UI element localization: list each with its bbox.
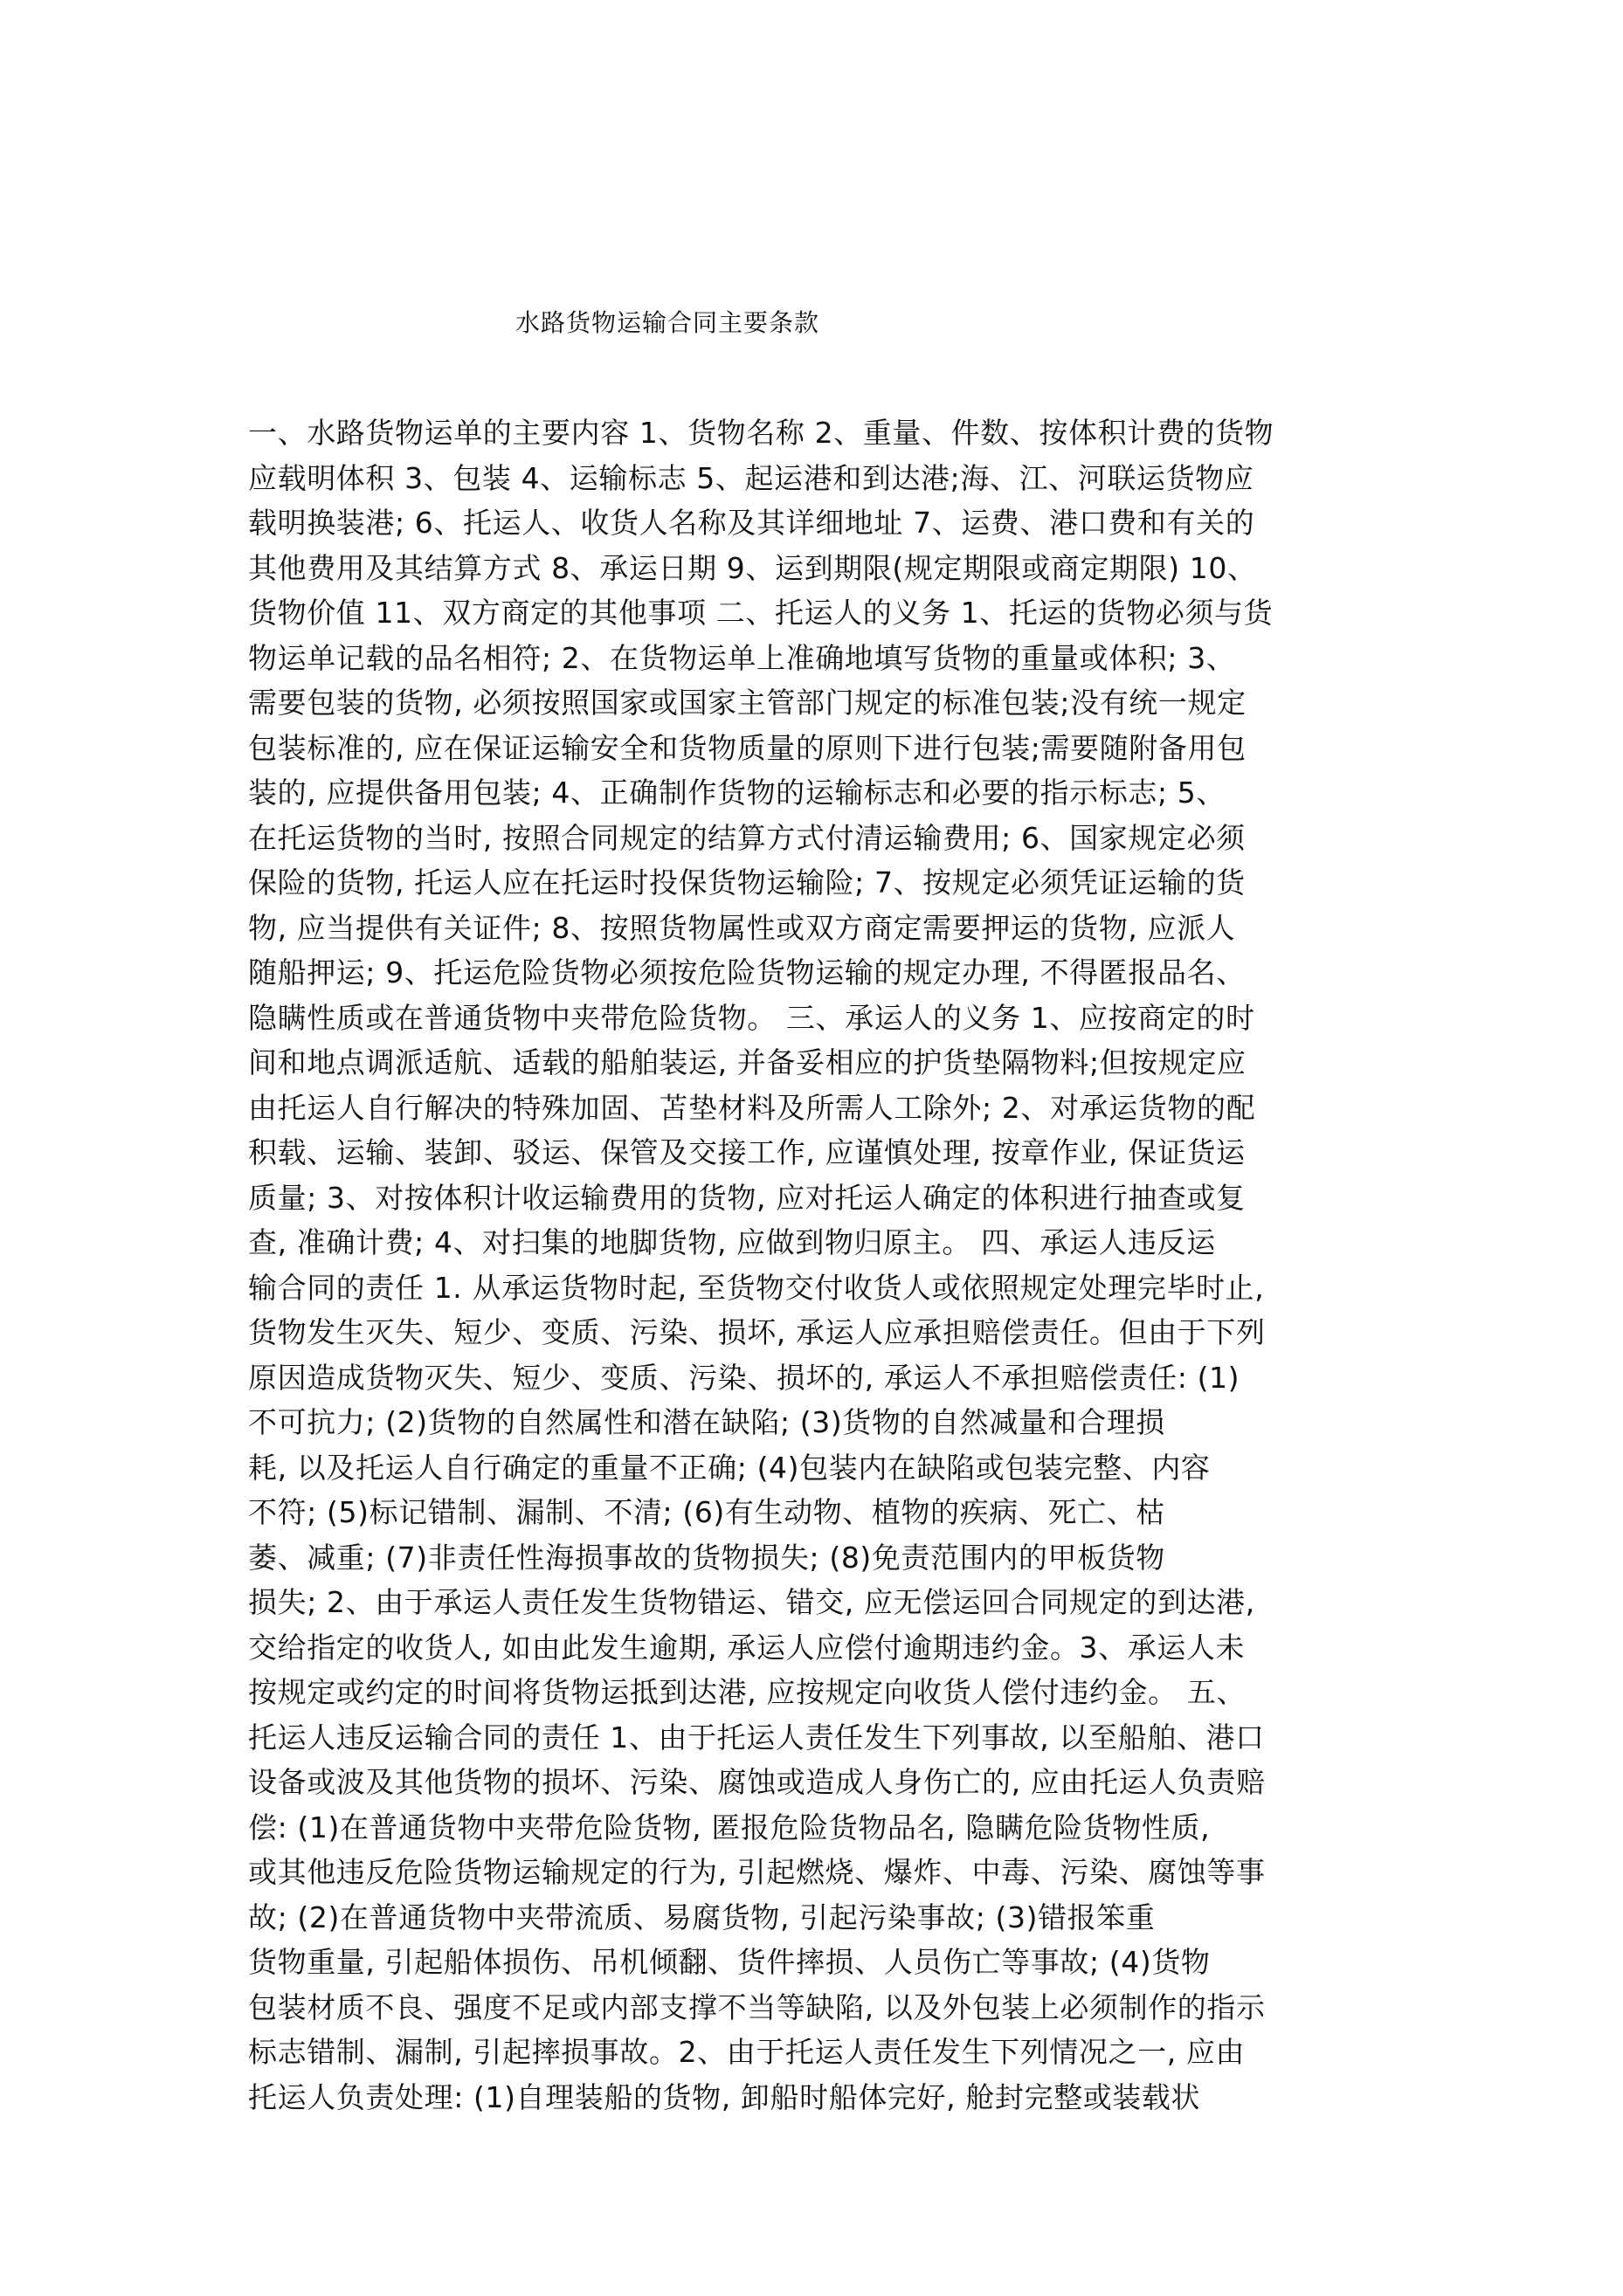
body-text-line: 积载、运输、装卸、驳运、保管及交接工作, 应谨慎处理, 按章作业, 保证货运	[248, 1135, 1246, 1169]
body-text-line: 物, 应当提供有关证件; 8、按照货物属性或双方商定需要押运的货物, 应派人	[248, 910, 1236, 945]
document-title: 水路货物运输合同主要条款	[515, 308, 820, 337]
body-text-line: 或其他违反危险货物运输规定的行为, 引起燃烧、爆炸、中毒、污染、腐蚀等事	[248, 1855, 1266, 1889]
body-text-line: 随船押运; 9、托运危险货物必须按危险货物运输的规定办理, 不得匿报品名、	[248, 955, 1246, 989]
body-text-line: 耗, 以及托运人自行确定的重量不正确; (4)包装内在缺陷或包装完整、内容	[248, 1450, 1211, 1485]
body-text-line: 查, 准确计费; 4、对扫集的地脚货物, 应做到物归原主。 四、承运人违反运	[248, 1225, 1216, 1259]
body-text-line: 损失; 2、由于承运人责任发生货物错运、错交, 应无偿运回合同规定的到达港,	[248, 1585, 1255, 1619]
body-text-line: 装的, 应提供备用包装; 4、正确制作货物的运输标志和必要的指示标志; 5、	[248, 776, 1226, 810]
body-text-line: 应载明体积 3、包装 4、运输标志 5、起运港和到达港;海、江、河联运货物应	[248, 460, 1254, 495]
body-text-line: 交给指定的收货人, 如由此发生逾期, 承运人应偿付逾期违约金。3、承运人未	[248, 1630, 1246, 1665]
body-text-line: 货物价值 11、双方商定的其他事项 二、托运人的义务 1、托运的货物必须与货	[248, 596, 1274, 630]
body-text-line: 输合同的责任 1. 从承运货物时起, 至货物交付收货人或依照规定处理完毕时止,	[248, 1270, 1265, 1305]
body-text-line: 保险的货物, 托运人应在托运时投保货物运输险; 7、按规定必须凭证运输的货	[248, 865, 1246, 900]
body-text-line: 不可抗力; (2)货物的自然属性和潜在缺陷; (3)货物的自然减量和合理损	[248, 1405, 1165, 1439]
body-text-line: 需要包装的货物, 必须按照国家或国家主管部门规定的标准包装;没有统一规定	[248, 686, 1247, 720]
body-text-line: 包装标准的, 应在保证运输安全和货物质量的原则下进行包装;需要随附备用包	[248, 730, 1247, 765]
body-text-line: 货物重量, 引起船体损伤、吊机倾翻、货件摔损、人员伤亡等事故; (4)货物	[248, 1945, 1211, 1979]
body-text-line: 由托运人自行解决的特殊加固、苫垫材料及所需人工除外; 2、对承运货物的配	[248, 1090, 1256, 1125]
body-text-line: 故; (2)在普通货物中夹带流质、易腐货物, 引起污染事故; (3)错报笨重	[248, 1900, 1156, 1934]
body-text-line: 标志错制、漏制, 引起摔损事故。2、由于托运人责任发生下列情况之一, 应由	[248, 2035, 1246, 2069]
body-text-line: 其他费用及其结算方式 8、承运日期 9、运到期限(规定期限或商定期限) 10、	[248, 550, 1257, 585]
body-text-line: 包装材质不良、强度不足或内部支撑不当等缺陷, 以及外包装上必须制作的指示	[248, 1989, 1266, 2024]
body-text-line: 间和地点调派适航、适载的船舶装运, 并备妥相应的护货垫隔物料;但按规定应	[248, 1045, 1247, 1079]
body-text-line: 一、水路货物运单的主要内容 1、货物名称 2、重量、件数、按体积计费的货物	[248, 416, 1274, 450]
document-body	[248, 410, 1384, 2120]
body-text-line: 偿: (1)在普通货物中夹带危险货物, 匿报危险货物品名, 隐瞒危险货物性质,	[248, 1810, 1211, 1844]
body-text-line: 载明换装港; 6、托运人、收货人名称及其详细地址 7、运费、港口费和有关的	[248, 506, 1255, 540]
body-text-line: 货物发生灭失、短少、变质、污染、损坏, 承运人应承担赔偿责任。但由于下列	[248, 1315, 1266, 1349]
body-text-line: 按规定或约定的时间将货物运抵到达港, 应按规定向收货人偿付违约金。 五、	[248, 1675, 1247, 1709]
body-text-line: 原因造成货物灭失、短少、变质、污染、损坏的, 承运人不承担赔偿责任: (1)	[248, 1360, 1240, 1395]
body-text-line: 不符; (5)标记错制、漏制、不清; (6)有生动物、植物的疾病、死亡、枯	[248, 1495, 1165, 1529]
body-text-line: 设备或波及其他货物的损坏、污染、腐蚀或造成人身伤亡的, 应由托运人负责赔	[248, 1765, 1266, 1799]
body-text-line: 在托运货物的当时, 按照合同规定的结算方式付清运输费用; 6、国家规定必须	[248, 820, 1246, 855]
body-text-line: 萎、减重; (7)非责任性海损事故的货物损失; (8)免责范围内的甲板货物	[248, 1540, 1165, 1575]
body-text-line: 托运人负责处理: (1)自理装船的货物, 卸船时船体完好, 舱封完整或装载状	[248, 2079, 1201, 2114]
body-text-line: 隐瞒性质或在普通货物中夹带危险货物。 三、承运人的义务 1、应按商定的时	[248, 1000, 1255, 1035]
body-text-line: 托运人违反运输合同的责任 1、由于托运人责任发生下列事故, 以至船舶、港口	[248, 1720, 1265, 1755]
body-text-line: 物运单记载的品名相符; 2、在货物运单上准确地填写货物的重量或体积; 3、	[248, 640, 1236, 675]
body-text-line: 质量; 3、对按体积计收运输费用的货物, 应对托运人确定的体积进行抽查或复	[248, 1180, 1246, 1215]
